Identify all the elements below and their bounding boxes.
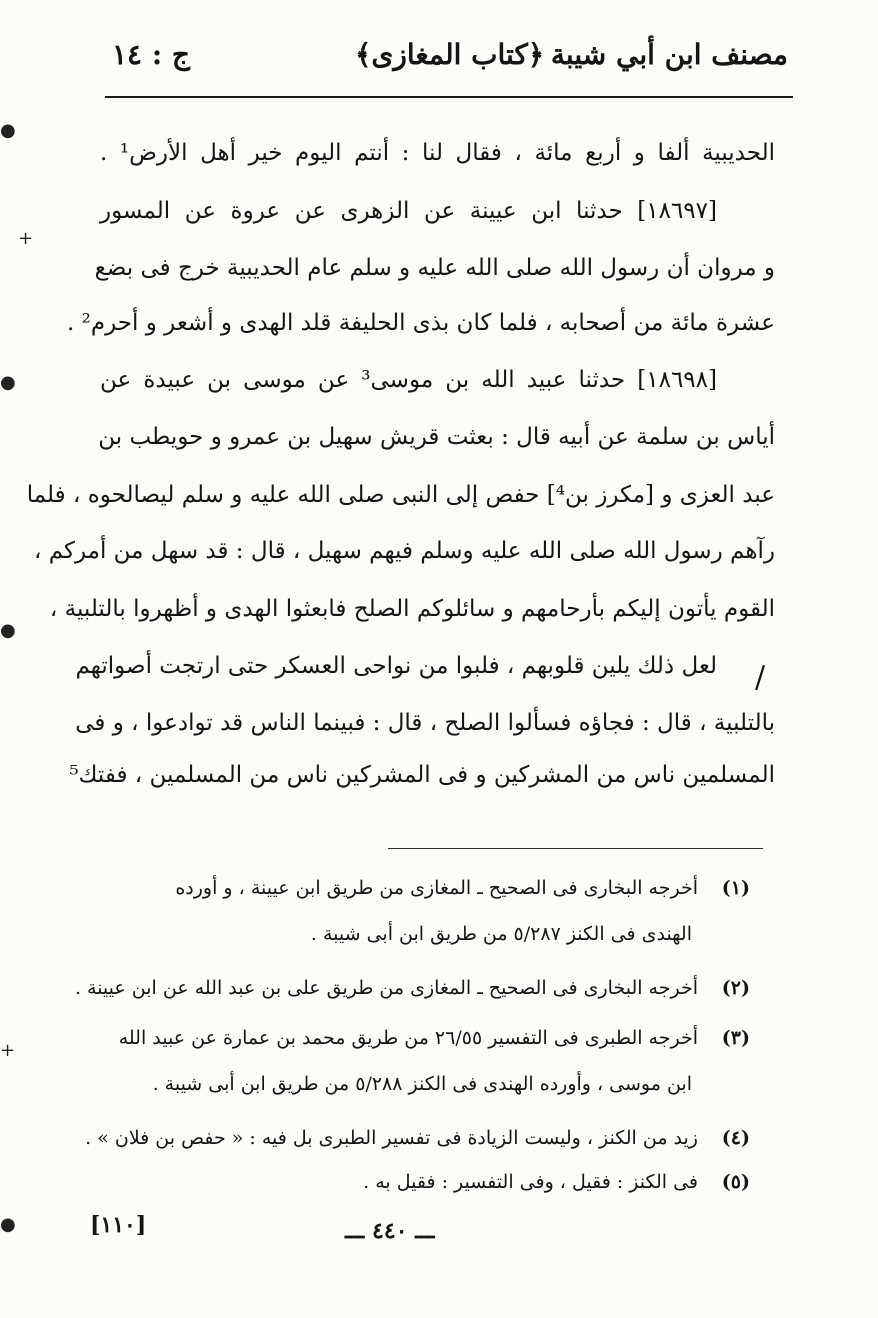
page-number: ـــ ٤٤٠ ـــ	[345, 1218, 435, 1244]
footnote-5	[90, 1162, 750, 1202]
footnote-text: أخرجه الطبرى فى التفسير ٢٦/٥٥ من طريق محمد بن عمارة عن عبيد الله	[118, 1027, 698, 1049]
running-head-volume: ج : ١٤	[112, 38, 190, 71]
body-line: بالتلبية ، قال : فجاؤه فسألوا الصلح ، قال : فبينما الناس قد توادعوا ، و فى	[75, 710, 775, 736]
signature-mark: [١١٠]	[90, 1212, 147, 1238]
body-line: و مروان أن رسول الله صلى الله عليه و سلم عام الحديبية خرج فى بضع	[94, 255, 775, 281]
footnote-text: الهندى فى الكنز ٥/٢٨٧ من طريق ابن أبى شيبة .	[310, 923, 692, 945]
scan-margin-cross: +	[18, 228, 34, 249]
footnote-text: ابن موسى ، وأورده الهندى فى الكنز ٥/٢٨٨ من طريق ابن أبى شيبة .	[152, 1073, 692, 1095]
scan-margin-dot: ●	[0, 120, 16, 141]
body-line: أياس بن سلمة عن أبيه قال : بعثت قريش سهيل بن عمرو و حويطب بن	[98, 424, 775, 450]
footnotes	[74, 0, 750, 1200]
body-line: عشرة مائة من أصحابه ، فلما كان بذى الحليفة قلد الهدى و أشعر و أحرم² .	[67, 310, 775, 336]
body-line: رآهم رسول الله صلى الله عليه وسلم فيهم سهيل ، قال : قد سهل من أمركم ،	[33, 538, 775, 564]
body-line: عبد العزى و [مكرز بن⁴] حفص إلى النبى صلى الله عليه و سلم ليصالحوه ، فلما	[26, 482, 775, 508]
footnote-text: أخرجه البخارى فى الصحيح ـ المغازى من طريق على بن عبد الله عن ابن عيينة .	[74, 977, 698, 999]
footnote-key: (٥)	[721, 1171, 750, 1193]
footnote-key: (٤)	[721, 1127, 750, 1149]
body-line: القوم يأتون إليكم بأرحامهم و سائلوكم الصلح فابعثوا الهدى و أظهروا بالتلبية ،	[49, 596, 775, 622]
footnote-key: (١)	[721, 877, 750, 899]
body-line: الحديبية ألفا و أربع مائة ، فقال لنا : أنتم اليوم خير أهل الأرض¹ .	[100, 140, 775, 166]
running-head-section: ﴿كتاب المغازى﴾	[355, 38, 545, 71]
scan-margin-cross: +	[0, 1040, 16, 1061]
body-line: المسلمين ناس من المشركين و فى المشركين ناس من المسلمين ، ففتك⁵	[69, 762, 775, 788]
hadith-18697-line: [١٨٦٩٧] حدثنا ابن عيينة عن الزهرى عن عروة عن المسور	[100, 198, 717, 224]
footnote-key: (٣)	[721, 1027, 750, 1049]
margin-slash-mark: /	[755, 660, 766, 695]
footnote-key: (٢)	[721, 977, 750, 999]
scan-margin-dot: ●	[0, 620, 16, 641]
footnote-4	[85, 1118, 750, 1158]
hadith-18698-line: [١٨٦٩٨] حدثنا عبيد الله بن موسى³ عن موسى بن عبيدة عن	[100, 367, 717, 393]
footnote-3	[90, 1018, 750, 1058]
footnote-text: زيد من الكنز ، وليست الزيادة فى تفسير الطبرى بل فيه : « حفص بن فلان » .	[85, 1127, 698, 1149]
footnote-text: فى الكنز : فقيل ، وفى التفسير : فقيل به .	[363, 1171, 698, 1193]
scan-margin-dot: ●	[0, 372, 16, 393]
footnote-2	[74, 968, 750, 1008]
footnote-1	[90, 868, 750, 908]
footnote-3-continued	[90, 1064, 750, 1104]
body-line: لعل ذلك يلين قلوبهم ، فلبوا من نواحى العسكر حتى ارتجت أصواتهم	[75, 653, 717, 679]
running-head-book-title: مصنف ابن أبي شيبة	[550, 38, 788, 71]
footnote-text: أخرجه البخارى فى الصحيح ـ المغازى من طريق ابن عيينة ، و أورده	[175, 877, 698, 899]
footnote-1-continued	[90, 914, 750, 954]
scan-margin-dot: ●	[0, 1214, 16, 1235]
